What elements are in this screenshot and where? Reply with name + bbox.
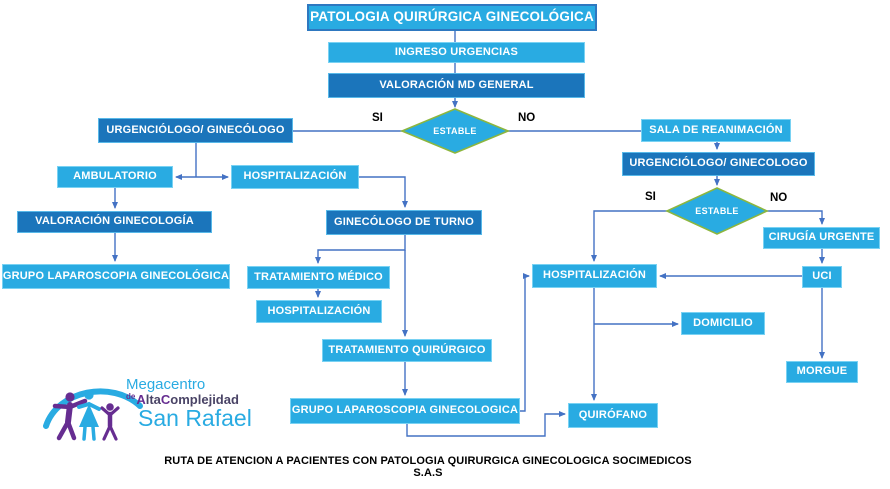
- node-sala-reanimacion: SALA DE REANIMACIÓN: [641, 119, 791, 142]
- logo-san-rafael-text: San Rafael: [138, 405, 252, 431]
- branch-label-si-1: SI: [372, 112, 383, 124]
- node-ingreso-urgencias: INGRESO URGENCIAS: [328, 42, 585, 63]
- branch-label-no-2: NO: [770, 192, 788, 204]
- diagram-caption: RUTA DE ATENCION A PACIENTES CON PATOLOGIA QUIRURGICA GINECOLOGICA SOCIMEDICOS S.A.S: [164, 455, 692, 479]
- logo-c-glyph: C: [160, 392, 171, 407]
- node-valoracion-md-general: VALORACIÓN MD GENERAL: [328, 73, 585, 98]
- node-valoracion-ginecologia: VALORACIÓN GINECOLOGÍA: [17, 211, 212, 233]
- page-title: PATOLOGIA QUIRÚRGICA GINECOLÓGICA: [307, 4, 597, 31]
- edge-grupolap2-hospitalizacion3: [520, 276, 529, 411]
- hospital-logo: [40, 374, 270, 450]
- logo-person-adult-blue: [79, 390, 99, 439]
- logo-megacentro-text: Megacentro: [126, 376, 206, 393]
- node-urgenciologo-ginecologo-2: URGENCIÓLOGO/ GINECOLOGO: [622, 152, 815, 176]
- node-domicilio: DOMICILIO: [681, 312, 765, 335]
- logo-alta-complejidad-text: $^{de}$AltaComplejidad: [126, 392, 239, 407]
- node-quirofano: QUIRÓFANO: [568, 403, 658, 428]
- branch-label-si-2: SI: [645, 191, 656, 203]
- logo-a-glyph: A: [136, 392, 146, 407]
- logo-wordmark: [126, 376, 252, 432]
- node-morgue: MORGUE: [786, 361, 858, 383]
- node-urgenciologo-ginecologo-1: URGENCIÓLOGO/ GINECÓLOGO: [98, 118, 293, 143]
- decision-label-estable-1: ESTABLE: [433, 126, 477, 136]
- edge-estable2-no-cirugia: [767, 211, 822, 224]
- branch-label-no-1: NO: [518, 112, 536, 124]
- edge-ginecologoturno-tratmedico: [318, 235, 405, 263]
- node-hospitalizacion-2: HOSPITALIZACIÓN: [256, 300, 382, 323]
- logo-person-child-purple: [102, 403, 118, 439]
- node-tratamiento-quirurgico: TRATAMIENTO QUIRÚRGICO: [322, 339, 492, 362]
- node-ambulatorio: AMBULATORIO: [57, 166, 173, 188]
- node-tratamiento-medico: TRATAMIENTO MÉDICO: [247, 266, 390, 289]
- node-grupo-laparoscopia-2: GRUPO LAPAROSCOPIA GINECOLOGICA: [290, 398, 520, 424]
- logo-person-adult-purple: [55, 392, 85, 438]
- logo-de-text: de: [126, 392, 136, 401]
- node-cirugia-urgente: CIRUGÍA URGENTE: [763, 227, 880, 249]
- node-hospitalizacion-3: HOSPITALIZACIÓN: [532, 264, 657, 288]
- edge-hospitalizacion1-ginecologoturno: [359, 177, 405, 207]
- node-ginecologo-de-turno: GINECÓLOGO DE TURNO: [326, 210, 482, 235]
- node-uci: UCI: [802, 266, 842, 288]
- node-hospitalizacion-1: HOSPITALIZACIÓN: [231, 165, 359, 189]
- decision-label-estable-2: ESTABLE: [695, 206, 739, 216]
- node-grupo-laparoscopia-1: GRUPO LAPAROSCOPIA GINECOLÓGICA: [2, 264, 230, 289]
- edge-estable2-si-hospitalizacion3: [594, 211, 667, 261]
